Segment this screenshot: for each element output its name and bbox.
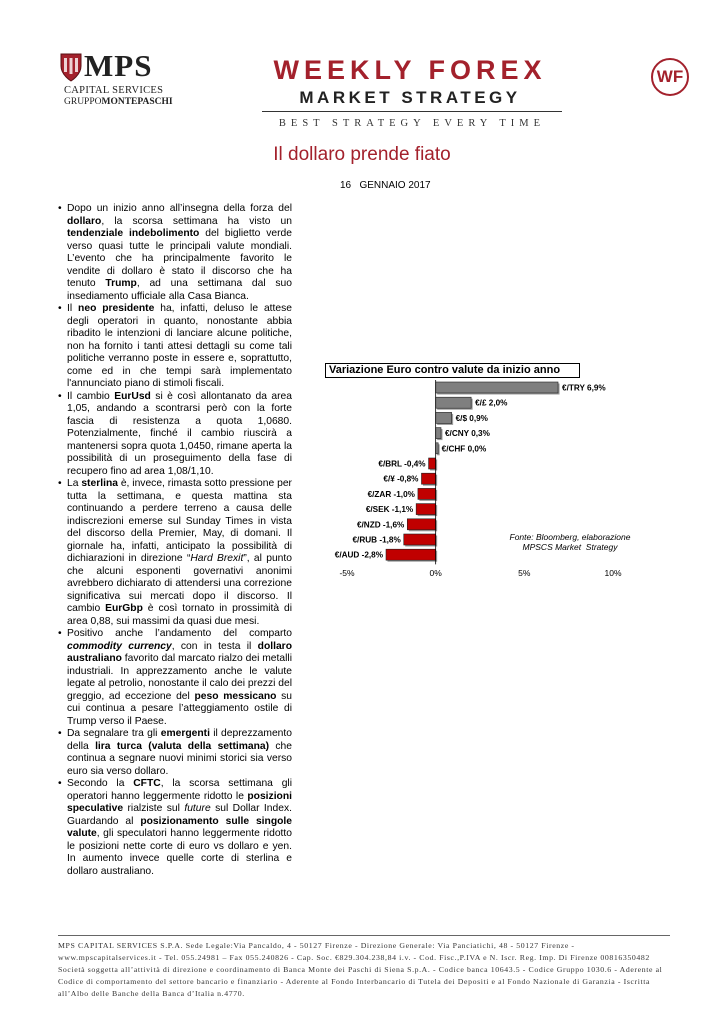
report-subtitle: MARKET STRATEGY [299,88,521,107]
footer-line: Società soggetta all’attività di direzione e coordinamento di Banca Monte dei Paschi di Siena S.p.A. - Codice banca 10643.5 - Codice Gruppo 1030.6 - Aderente al [58,965,663,974]
bar-label: €/CHF 0,0% [441,444,487,454]
emphasis-text: sterlina [81,478,118,489]
x-tick-label: 5% [518,568,531,578]
fx-change-chart [325,378,655,583]
emphasis-text: posizionamento sulle singole valute [67,815,292,839]
footer-divider [58,935,670,936]
emphasis-text: dollaro australiano [67,640,292,664]
logo-group [64,97,173,107]
paragraph-text: Il [67,303,79,314]
emphasis-text: emergenti [160,728,210,739]
paragraph-text: Secondo la [67,778,134,789]
paragraph-text: su cui continua a pesare l’atteggiamento ostile di Trump verso il Paese. [67,690,293,727]
emphasis-text: tendenziale indebolimento [67,228,200,239]
paragraph-text: sul Dollar Index. Guardando al [67,803,292,827]
paragraph-text: il deprezzamento della [67,728,292,752]
paragraph-text: che continua a segnare nuovi minimi storici sia verso euro sia verso dollaro. [67,740,292,777]
paragraph-text: La [67,478,82,489]
bar-label: €/ZAR -1,0% [367,489,415,499]
emphasis-text: EurUsd [114,390,151,402]
bar [436,397,471,408]
chart-source-line1: Fonte: Bloomberg, elaborazione [509,532,631,542]
commentary-item [58,391,292,479]
paragraph-text: Positivo anche l’andamento del comparto [67,628,292,639]
x-tick-label: -5% [339,568,355,578]
bar [386,549,436,560]
emphasis-text: CFTC [133,778,161,789]
bullet-icon: • [58,778,62,789]
emphasis-text: Trump [105,278,137,289]
title-divider [262,111,562,112]
emphasis-text: EurGbp [105,603,143,614]
commentary-list [58,203,292,878]
commentary-item [58,728,292,778]
footer-line: all’Albo delle Banche della Banca d’Italia n.4770. [58,989,245,998]
paragraph-text: Dopo un inizio anno all’insegna della forza del [67,203,292,214]
emphasis-text: dollaro [67,215,102,227]
bar [436,412,452,423]
paragraph-text: del biglietto verde verso quasi tutte le principali valute mondiali. L’evento che ha principalmente favorito le vendite di dollaro è stato il discorso che ha tenuto [67,228,292,289]
paragraph-text: è così tornato in prossimità di area 0,88, sui massimi da quasi due mesi. [67,603,293,627]
x-tick-label: 0% [429,568,442,578]
logo-group-prefix: GRUPPO [64,97,102,107]
commentary-item [58,478,292,628]
tagline: BEST STRATEGY EVERY TIME [278,118,546,129]
bar-label: €/CNY 0,3% [444,429,490,439]
paragraph-text: Da segnalare tra gli [67,728,161,739]
chart-title: Variazione Euro contro valute da inizio anno [325,363,580,378]
logo-name: MPS [84,48,153,83]
footer-line: Codice di comportamento del settore bancario e finanziario - Aderente al Fondo Interbancario di Tutela dei Depositi e al Fondo Nazionale di Garanzia - Iscritta [58,977,651,986]
bullet-icon: • [58,728,62,739]
bar [421,473,435,484]
paragraph-text: Hard Brexit [190,553,244,564]
commentary-item [58,203,292,303]
paragraph-text: si è così allontanato da area 1,05, andando a scontrarsi però con la forte fascia di resistenza a quota 1,0680. Potenzialmente, finché il cambio riuscirà a mantenersi sopra quota 1,0450, rimane aperta la possibilità di un proseguimento della fase di recupero fino ad area 1,08/1,10. [67,390,292,477]
mps-crest-icon [60,52,82,82]
emphasis-text: posizioni speculative [67,790,292,814]
legal-footer [58,940,670,1000]
paragraph-text: ”, al punto che alcuni esponenti governativi anonimi avrebbero dichiarato di attendersi una correzione significativa sui mercati dopo il discorso. Il cambio [67,553,293,614]
bar [416,504,436,515]
bar-label: €/TRY 6,9% [562,383,606,393]
emphasis-text: lira turca (valuta della settimana) [95,740,270,752]
report-title: WEEKLY FOREX [273,55,547,85]
paragraph-text: è, invece, rimasta sotto pressione per tutta la settimana, e questa mattina sta continuando a perdere terreno a causa delle indiscrezioni emerse sul Sunday Times in vista del discorso della Premier, May, di domani. Il giornale ha, infatti, anticipato la possibilità di dichiarazioni in direzione “ [67,478,292,564]
paragraph-text: Il cambio [67,390,115,402]
bar [418,488,436,499]
bullet-icon: • [58,203,62,214]
paragraph-text: favorito dal marcato rialzo dei metalli industriali. In apprezzamento anche le valute legate al petrolio, nonostante il calo dei prezzi del greggio, ad eccezione del [67,653,292,702]
commentary-item [58,778,292,878]
bar [429,458,436,469]
bar-label: €/¥ -0,8% [383,474,419,484]
bar-label: €/AUD -2,8% [334,550,384,560]
paragraph-text: , ad una settimana dal suo insediamento ufficiale alla Casa Bianca. [67,278,292,302]
bullet-icon: • [58,303,62,314]
paragraph-text: ha, infatti, deluso le attese degli operatori in quanto, nonostante abbia ribadito le intenzioni di lanciare alcune politiche, non ha fornito i tanti attesi dettagli su come tali politiche verranno poste in essere e, soprattutto, come ed in che tempi sarà implementato l'annunciato piano di stimoli fiscali. [67,303,292,389]
bar-label: €/RUB -1,8% [352,535,401,545]
footer-line: www.mpscapitalservices.it - Tel. 055.24981 – Fax 055.240826 - Cap. Soc. €829.304.238,84 i.v. - Cod. Fisc.,P.IVA e N. Iscr. Reg. Imp. Di Firenze 00816350482 [58,953,650,962]
bar-label: €/BRL -0,4% [378,459,426,469]
bar [404,534,436,545]
bar [436,382,558,393]
commentary-item [58,628,292,728]
commentary-item [58,303,292,391]
chart-source-line2: MPSCS Market Strategy [522,542,618,552]
logo-subtitle: CAPITAL SERVICES [64,85,164,96]
bullet-icon: • [58,478,62,489]
paragraph-text: rialziste sul [123,803,185,814]
paragraph-text: , con in testa il [171,640,258,652]
bar [436,428,441,439]
paragraph-text: future [184,803,211,814]
bar-label: €/£ 2,0% [475,398,508,408]
logo-group-name: MONTEPASCHI [101,97,173,107]
bullet-icon: • [58,628,62,639]
bullet-icon: • [58,390,62,402]
wf-badge-icon: WF [651,58,689,96]
footer-line: MPS CAPITAL SERVICES S.P.A. Sede Legale:Via Pancaldo, 4 - 50127 Firenze - Direzione Generale: Via Panciatichi, 48 - 50127 Firenze - [58,941,575,950]
emphasis-text: neo presidente [78,303,155,314]
emphasis-text: commodity currency [67,640,172,652]
emphasis-text: peso messicano [194,690,277,702]
paragraph-text: , la scorsa settimana ha visto un [101,215,292,227]
bar-label: €/$ 0,9% [455,413,488,423]
bar-label: €/SEK -1,1% [365,505,414,515]
paragraph-text: , gli speculatori hanno leggermente ridotto le posizioni nette corte di euro vs dollaro e yen. In aumento invece quelle corte di sterlina e dollaro australiano. [67,828,292,877]
x-tick-label: 10% [604,568,622,578]
headline: Il dollaro prende fiato [273,144,451,165]
bar-label: €/NZD -1,6% [356,520,405,530]
paragraph-text: , la scorsa settimana gli operatori hanno leggermente ridotto le [67,778,293,802]
report-date: 16 GENNAIO 2017 [340,180,431,191]
bar [407,519,435,530]
